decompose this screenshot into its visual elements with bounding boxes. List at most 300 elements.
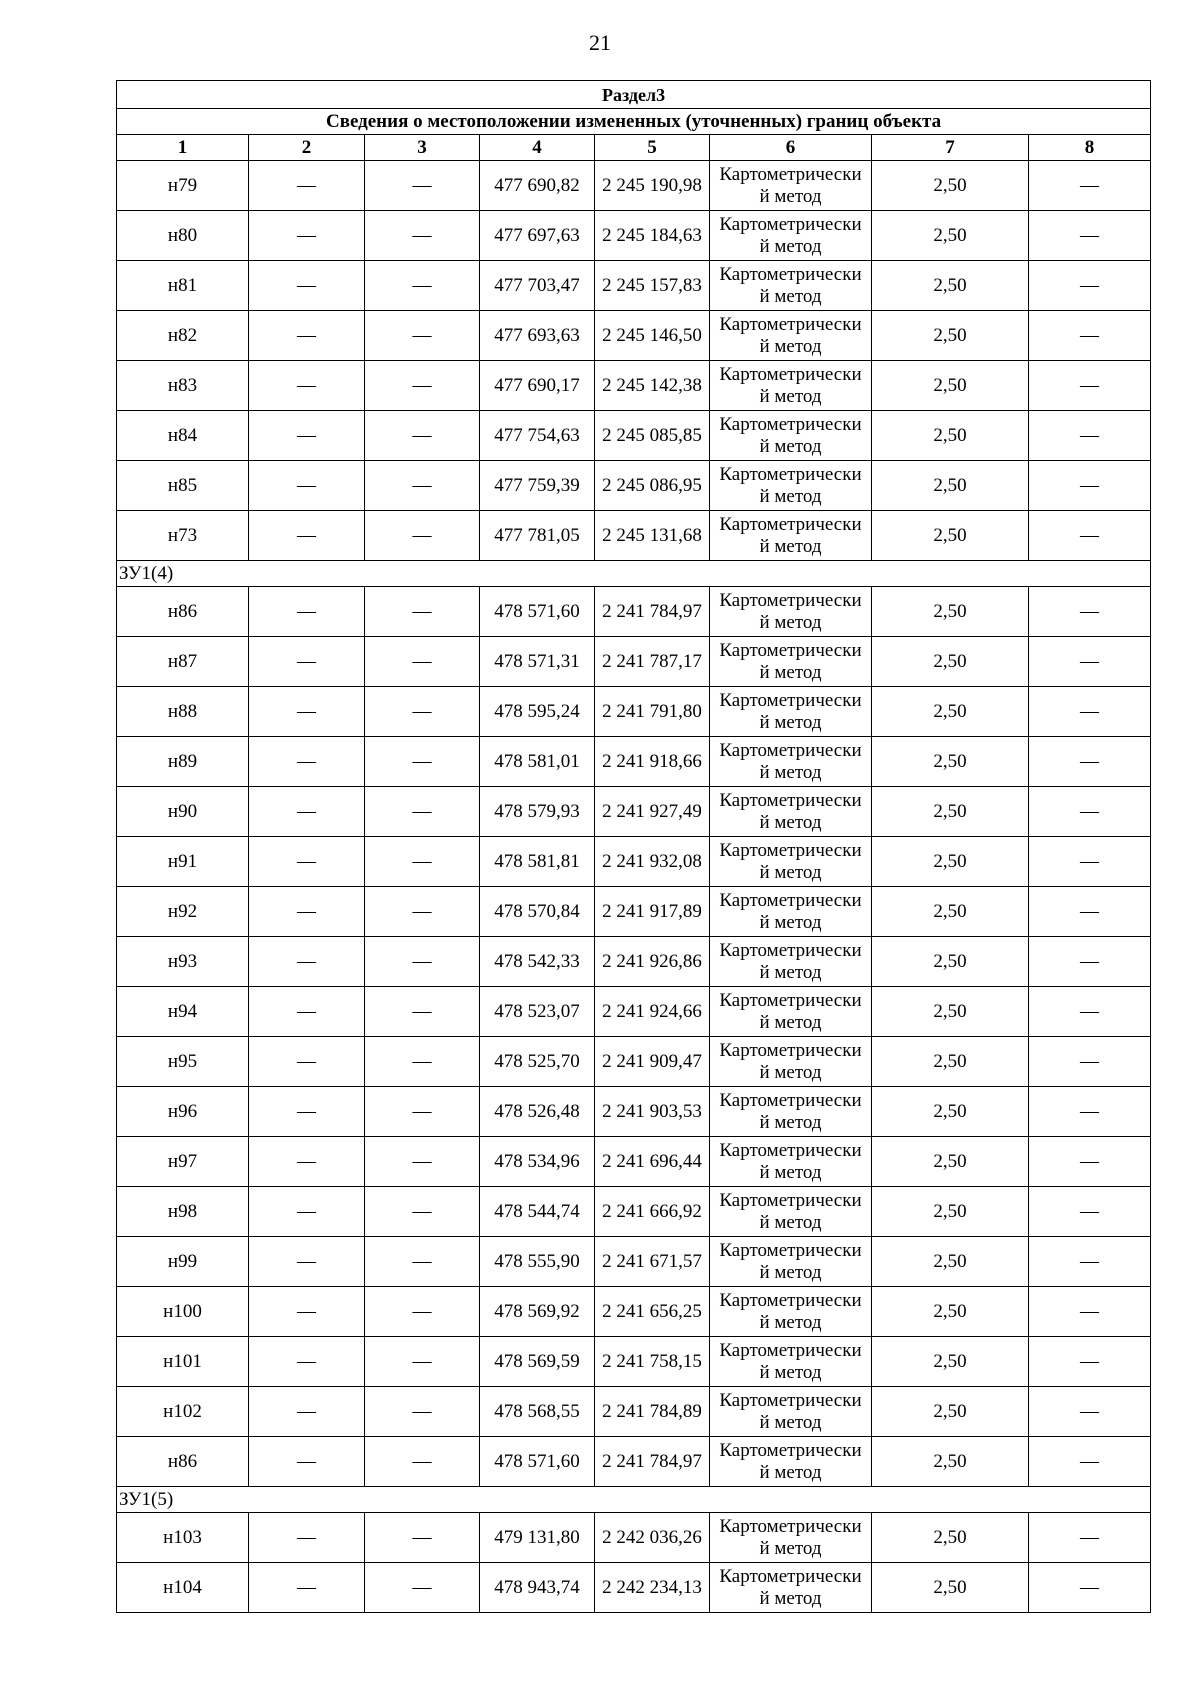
- x-coordinate-cell: 478 581,81: [480, 837, 595, 887]
- accuracy-cell: 2,50: [872, 311, 1029, 361]
- column-8-cell: —: [1029, 1437, 1151, 1487]
- y-coordinate-cell: 2 245 146,50: [595, 311, 710, 361]
- method-line-1: Картометрически: [719, 1089, 862, 1111]
- column-2-cell: —: [249, 1037, 365, 1087]
- x-coordinate-cell: 477 754,63: [480, 411, 595, 461]
- column-8-cell: —: [1029, 1237, 1151, 1287]
- method-cell: [710, 1037, 872, 1087]
- table-row: [117, 1287, 1151, 1337]
- y-coordinate-cell: 2 241 656,25: [595, 1287, 710, 1337]
- accuracy-cell: 2,50: [872, 1087, 1029, 1137]
- method-line-2: й метод: [759, 1461, 822, 1483]
- column-2-cell: —: [249, 311, 365, 361]
- accuracy-cell: 2,50: [872, 461, 1029, 511]
- accuracy-cell: 2,50: [872, 887, 1029, 937]
- x-coordinate-cell: 478 943,74: [480, 1563, 595, 1613]
- y-coordinate-cell: 2 241 918,66: [595, 737, 710, 787]
- y-coordinate-cell: 2 245 190,98: [595, 161, 710, 211]
- method-line-1: Картометрически: [719, 1439, 862, 1461]
- column-3-cell: —: [365, 1037, 480, 1087]
- column-number: 7: [872, 135, 1029, 161]
- method-cell: [710, 737, 872, 787]
- y-coordinate-cell: 2 245 157,83: [595, 261, 710, 311]
- column-8-cell: —: [1029, 737, 1151, 787]
- accuracy-cell: 2,50: [872, 1387, 1029, 1437]
- x-coordinate-cell: 478 571,60: [480, 587, 595, 637]
- point-name-cell: н73: [117, 511, 249, 561]
- section-title: Раздел3: [117, 81, 1151, 109]
- column-8-cell: —: [1029, 1563, 1151, 1613]
- point-name-cell: н85: [117, 461, 249, 511]
- point-name-cell: н102: [117, 1387, 249, 1437]
- method-cell: [710, 637, 872, 687]
- table-row: [117, 737, 1151, 787]
- method-line-1: Картометрически: [719, 163, 862, 185]
- accuracy-cell: 2,50: [872, 1137, 1029, 1187]
- method-line-2: й метод: [759, 1311, 822, 1333]
- table-row: [117, 311, 1151, 361]
- y-coordinate-cell: 2 241 791,80: [595, 687, 710, 737]
- column-2-cell: —: [249, 1337, 365, 1387]
- table-row: [117, 511, 1151, 561]
- page-number: 21: [589, 30, 611, 55]
- accuracy-cell: 2,50: [872, 687, 1029, 737]
- column-3-cell: —: [365, 787, 480, 837]
- column-2-cell: —: [249, 687, 365, 737]
- table-row: [117, 787, 1151, 837]
- x-coordinate-cell: 478 569,92: [480, 1287, 595, 1337]
- x-coordinate-cell: 478 579,93: [480, 787, 595, 837]
- column-2-cell: —: [249, 361, 365, 411]
- table-row: [117, 937, 1151, 987]
- x-coordinate-cell: 477 690,17: [480, 361, 595, 411]
- column-3-cell: —: [365, 261, 480, 311]
- column-2-cell: —: [249, 211, 365, 261]
- method-cell: [710, 1137, 872, 1187]
- method-line-2: й метод: [759, 711, 822, 733]
- method-line-1: Картометрически: [719, 789, 862, 811]
- table-row: [117, 1387, 1151, 1437]
- column-8-cell: —: [1029, 461, 1151, 511]
- table-row: [117, 1513, 1151, 1563]
- point-name-cell: н100: [117, 1287, 249, 1337]
- method-line-2: й метод: [759, 335, 822, 357]
- method-cell: [710, 1187, 872, 1237]
- table-title: Сведения о местоположении измененных (уточненных) границ объекта: [117, 109, 1151, 135]
- method-line-2: й метод: [759, 485, 822, 507]
- x-coordinate-cell: 477 703,47: [480, 261, 595, 311]
- point-name-cell: н80: [117, 211, 249, 261]
- method-line-1: Картометрически: [719, 1189, 862, 1211]
- method-cell: [710, 1287, 872, 1337]
- y-coordinate-cell: 2 241 666,92: [595, 1187, 710, 1237]
- x-coordinate-cell: 477 693,63: [480, 311, 595, 361]
- accuracy-cell: 2,50: [872, 1437, 1029, 1487]
- column-8-cell: —: [1029, 1287, 1151, 1337]
- column-3-cell: —: [365, 211, 480, 261]
- method-line-2: й метод: [759, 1537, 822, 1559]
- method-line-2: й метод: [759, 811, 822, 833]
- column-2-cell: —: [249, 937, 365, 987]
- column-2-cell: —: [249, 411, 365, 461]
- method-cell: [710, 1337, 872, 1387]
- column-8-cell: —: [1029, 637, 1151, 687]
- y-coordinate-cell: 2 241 758,15: [595, 1337, 710, 1387]
- column-8-cell: —: [1029, 1513, 1151, 1563]
- table-title-row: [117, 109, 1151, 135]
- accuracy-cell: 2,50: [872, 637, 1029, 687]
- column-8-cell: —: [1029, 261, 1151, 311]
- method-cell: [710, 1437, 872, 1487]
- column-3-cell: —: [365, 1387, 480, 1437]
- table-row: [117, 587, 1151, 637]
- method-line-1: Картометрически: [719, 1389, 862, 1411]
- point-name-cell: н88: [117, 687, 249, 737]
- column-3-cell: —: [365, 937, 480, 987]
- method-cell: [710, 1563, 872, 1613]
- x-coordinate-cell: 478 544,74: [480, 1187, 595, 1237]
- column-2-cell: —: [249, 511, 365, 561]
- column-2-cell: —: [249, 587, 365, 637]
- y-coordinate-cell: 2 241 784,97: [595, 587, 710, 637]
- method-line-2: й метод: [759, 761, 822, 783]
- x-coordinate-cell: 478 525,70: [480, 1037, 595, 1087]
- method-cell: [710, 787, 872, 837]
- column-2-cell: —: [249, 1187, 365, 1237]
- x-coordinate-cell: 478 571,31: [480, 637, 595, 687]
- method-line-2: й метод: [759, 535, 822, 557]
- table-row: [117, 1437, 1151, 1487]
- x-coordinate-cell: 478 523,07: [480, 987, 595, 1037]
- accuracy-cell: 2,50: [872, 587, 1029, 637]
- table-row: [117, 887, 1151, 937]
- table-row: [117, 361, 1151, 411]
- column-8-cell: —: [1029, 1337, 1151, 1387]
- column-number: 5: [595, 135, 710, 161]
- method-cell: [710, 1087, 872, 1137]
- column-number-row: [117, 135, 1151, 161]
- method-line-2: й метод: [759, 385, 822, 407]
- method-line-1: Картометрически: [719, 639, 862, 661]
- column-2-cell: —: [249, 1087, 365, 1137]
- column-2-cell: —: [249, 1513, 365, 1563]
- column-2-cell: —: [249, 787, 365, 837]
- column-8-cell: —: [1029, 937, 1151, 987]
- column-8-cell: —: [1029, 211, 1151, 261]
- method-cell: [710, 1237, 872, 1287]
- accuracy-cell: 2,50: [872, 737, 1029, 787]
- method-cell: [710, 937, 872, 987]
- method-line-2: й метод: [759, 1587, 822, 1609]
- table-row: [117, 987, 1151, 1037]
- method-line-2: й метод: [759, 1161, 822, 1183]
- group-row: [117, 561, 1151, 587]
- column-2-cell: —: [249, 1137, 365, 1187]
- column-8-cell: —: [1029, 311, 1151, 361]
- x-coordinate-cell: 478 568,55: [480, 1387, 595, 1437]
- table-row: [117, 637, 1151, 687]
- point-name-cell: н87: [117, 637, 249, 687]
- x-coordinate-cell: 478 534,96: [480, 1137, 595, 1187]
- method-line-2: й метод: [759, 1261, 822, 1283]
- accuracy-cell: 2,50: [872, 1563, 1029, 1613]
- column-3-cell: —: [365, 311, 480, 361]
- x-coordinate-cell: 478 581,01: [480, 737, 595, 787]
- x-coordinate-cell: 478 555,90: [480, 1237, 595, 1287]
- accuracy-cell: 2,50: [872, 1513, 1029, 1563]
- method-cell: [710, 1513, 872, 1563]
- column-number: 4: [480, 135, 595, 161]
- method-line-2: й метод: [759, 861, 822, 883]
- point-name-cell: н97: [117, 1137, 249, 1187]
- method-line-1: Картометрически: [719, 1565, 862, 1587]
- point-name-cell: н93: [117, 937, 249, 987]
- column-2-cell: —: [249, 837, 365, 887]
- column-8-cell: —: [1029, 411, 1151, 461]
- column-8-cell: —: [1029, 687, 1151, 737]
- accuracy-cell: 2,50: [872, 987, 1029, 1037]
- method-line-1: Картометрически: [719, 463, 862, 485]
- column-3-cell: —: [365, 987, 480, 1037]
- x-coordinate-cell: 477 697,63: [480, 211, 595, 261]
- y-coordinate-cell: 2 245 086,95: [595, 461, 710, 511]
- point-name-cell: н82: [117, 311, 249, 361]
- y-coordinate-cell: 2 241 787,17: [595, 637, 710, 687]
- column-3-cell: —: [365, 887, 480, 937]
- group-row: [117, 1487, 1151, 1513]
- y-coordinate-cell: 2 241 932,08: [595, 837, 710, 887]
- method-cell: [710, 887, 872, 937]
- method-line-1: Картометрически: [719, 1239, 862, 1261]
- column-2-cell: —: [249, 161, 365, 211]
- method-line-1: Картометрически: [719, 1515, 862, 1537]
- table-row: [117, 1137, 1151, 1187]
- column-8-cell: —: [1029, 987, 1151, 1037]
- y-coordinate-cell: 2 245 184,63: [595, 211, 710, 261]
- method-line-2: й метод: [759, 611, 822, 633]
- accuracy-cell: 2,50: [872, 211, 1029, 261]
- method-line-2: й метод: [759, 1111, 822, 1133]
- y-coordinate-cell: 2 245 085,85: [595, 411, 710, 461]
- point-name-cell: н94: [117, 987, 249, 1037]
- method-line-1: Картометрически: [719, 939, 862, 961]
- accuracy-cell: 2,50: [872, 1037, 1029, 1087]
- column-3-cell: —: [365, 461, 480, 511]
- y-coordinate-cell: 2 241 903,53: [595, 1087, 710, 1137]
- column-number: 2: [249, 135, 365, 161]
- column-2-cell: —: [249, 1563, 365, 1613]
- column-number: 8: [1029, 135, 1151, 161]
- method-line-2: й метод: [759, 285, 822, 307]
- method-line-2: й метод: [759, 661, 822, 683]
- method-line-1: Картометрически: [719, 1339, 862, 1361]
- column-2-cell: —: [249, 737, 365, 787]
- method-line-1: Картометрически: [719, 989, 862, 1011]
- accuracy-cell: 2,50: [872, 361, 1029, 411]
- method-cell: [710, 837, 872, 887]
- point-name-cell: н103: [117, 1513, 249, 1563]
- point-name-cell: н79: [117, 161, 249, 211]
- column-8-cell: —: [1029, 837, 1151, 887]
- column-3-cell: —: [365, 361, 480, 411]
- method-cell: [710, 311, 872, 361]
- column-2-cell: —: [249, 637, 365, 687]
- x-coordinate-cell: 478 571,60: [480, 1437, 595, 1487]
- coordinates-table: [116, 80, 1151, 1613]
- column-2-cell: —: [249, 1287, 365, 1337]
- x-coordinate-cell: 478 595,24: [480, 687, 595, 737]
- column-8-cell: —: [1029, 587, 1151, 637]
- y-coordinate-cell: 2 245 131,68: [595, 511, 710, 561]
- method-line-2: й метод: [759, 1211, 822, 1233]
- method-cell: [710, 211, 872, 261]
- method-line-1: Картометрически: [719, 313, 862, 335]
- method-line-2: й метод: [759, 235, 822, 257]
- method-line-1: Картометрически: [719, 413, 862, 435]
- method-line-2: й метод: [759, 1361, 822, 1383]
- section-title-row: [117, 81, 1151, 109]
- x-coordinate-cell: 477 690,82: [480, 161, 595, 211]
- method-line-1: Картометрически: [719, 363, 862, 385]
- column-3-cell: —: [365, 161, 480, 211]
- column-3-cell: —: [365, 1187, 480, 1237]
- method-line-1: Картометрически: [719, 263, 862, 285]
- method-cell: [710, 687, 872, 737]
- method-cell: [710, 461, 872, 511]
- method-cell: [710, 161, 872, 211]
- y-coordinate-cell: 2 245 142,38: [595, 361, 710, 411]
- point-name-cell: н92: [117, 887, 249, 937]
- column-8-cell: —: [1029, 1137, 1151, 1187]
- column-3-cell: —: [365, 1437, 480, 1487]
- method-cell: [710, 511, 872, 561]
- column-8-cell: —: [1029, 1037, 1151, 1087]
- column-3-cell: —: [365, 1237, 480, 1287]
- column-2-cell: —: [249, 887, 365, 937]
- table-row: [117, 261, 1151, 311]
- column-2-cell: —: [249, 1437, 365, 1487]
- column-2-cell: —: [249, 261, 365, 311]
- accuracy-cell: 2,50: [872, 261, 1029, 311]
- column-3-cell: —: [365, 737, 480, 787]
- table-row: [117, 1037, 1151, 1087]
- method-line-1: Картометрически: [719, 839, 862, 861]
- column-8-cell: —: [1029, 511, 1151, 561]
- y-coordinate-cell: 2 241 696,44: [595, 1137, 710, 1187]
- column-8-cell: —: [1029, 161, 1151, 211]
- table-row: [117, 461, 1151, 511]
- group-label: ЗУ1(4): [117, 561, 1151, 587]
- x-coordinate-cell: 477 759,39: [480, 461, 595, 511]
- table-row: [117, 1087, 1151, 1137]
- column-number: 6: [710, 135, 872, 161]
- point-name-cell: н104: [117, 1563, 249, 1613]
- method-line-2: й метод: [759, 1411, 822, 1433]
- column-8-cell: —: [1029, 887, 1151, 937]
- point-name-cell: н89: [117, 737, 249, 787]
- accuracy-cell: 2,50: [872, 787, 1029, 837]
- method-cell: [710, 587, 872, 637]
- column-2-cell: —: [249, 461, 365, 511]
- method-cell: [710, 361, 872, 411]
- method-line-1: Картометрически: [719, 1039, 862, 1061]
- column-2-cell: —: [249, 1237, 365, 1287]
- point-name-cell: н84: [117, 411, 249, 461]
- point-name-cell: н83: [117, 361, 249, 411]
- table-row: [117, 1187, 1151, 1237]
- table-row: [117, 1337, 1151, 1387]
- column-8-cell: —: [1029, 1187, 1151, 1237]
- method-line-1: Картометрически: [719, 513, 862, 535]
- point-name-cell: н101: [117, 1337, 249, 1387]
- method-line-1: Картометрически: [719, 1289, 862, 1311]
- point-name-cell: н91: [117, 837, 249, 887]
- point-name-cell: н95: [117, 1037, 249, 1087]
- table-body: [117, 161, 1151, 1613]
- method-line-2: й метод: [759, 435, 822, 457]
- method-line-2: й метод: [759, 1011, 822, 1033]
- column-3-cell: —: [365, 1137, 480, 1187]
- method-line-2: й метод: [759, 961, 822, 983]
- method-line-1: Картометрически: [719, 589, 862, 611]
- group-label: ЗУ1(5): [117, 1487, 1151, 1513]
- column-3-cell: —: [365, 1513, 480, 1563]
- y-coordinate-cell: 2 241 784,97: [595, 1437, 710, 1487]
- column-3-cell: —: [365, 1287, 480, 1337]
- y-coordinate-cell: 2 242 234,13: [595, 1563, 710, 1613]
- point-name-cell: н99: [117, 1237, 249, 1287]
- y-coordinate-cell: 2 241 671,57: [595, 1237, 710, 1287]
- accuracy-cell: 2,50: [872, 161, 1029, 211]
- column-number: 1: [117, 135, 249, 161]
- x-coordinate-cell: 478 570,84: [480, 887, 595, 937]
- x-coordinate-cell: 478 526,48: [480, 1087, 595, 1137]
- accuracy-cell: 2,50: [872, 1337, 1029, 1387]
- column-8-cell: —: [1029, 787, 1151, 837]
- column-3-cell: —: [365, 687, 480, 737]
- accuracy-cell: 2,50: [872, 1287, 1029, 1337]
- method-cell: [710, 261, 872, 311]
- column-8-cell: —: [1029, 1087, 1151, 1137]
- column-3-cell: —: [365, 587, 480, 637]
- table-row: [117, 1237, 1151, 1287]
- column-2-cell: —: [249, 987, 365, 1037]
- y-coordinate-cell: 2 241 784,89: [595, 1387, 710, 1437]
- y-coordinate-cell: 2 241 926,86: [595, 937, 710, 987]
- method-cell: [710, 987, 872, 1037]
- method-line-1: Картометрически: [719, 739, 862, 761]
- method-line-2: й метод: [759, 1061, 822, 1083]
- column-8-cell: —: [1029, 1387, 1151, 1437]
- column-2-cell: —: [249, 1387, 365, 1437]
- y-coordinate-cell: 2 241 927,49: [595, 787, 710, 837]
- point-name-cell: н81: [117, 261, 249, 311]
- point-name-cell: н86: [117, 1437, 249, 1487]
- accuracy-cell: 2,50: [872, 511, 1029, 561]
- method-cell: [710, 411, 872, 461]
- y-coordinate-cell: 2 241 924,66: [595, 987, 710, 1037]
- table-row: [117, 211, 1151, 261]
- accuracy-cell: 2,50: [872, 411, 1029, 461]
- method-line-2: й метод: [759, 911, 822, 933]
- x-coordinate-cell: 478 542,33: [480, 937, 595, 987]
- column-3-cell: —: [365, 411, 480, 461]
- x-coordinate-cell: 478 569,59: [480, 1337, 595, 1387]
- column-3-cell: —: [365, 837, 480, 887]
- table-row: [117, 161, 1151, 211]
- point-name-cell: н98: [117, 1187, 249, 1237]
- method-line-2: й метод: [759, 185, 822, 207]
